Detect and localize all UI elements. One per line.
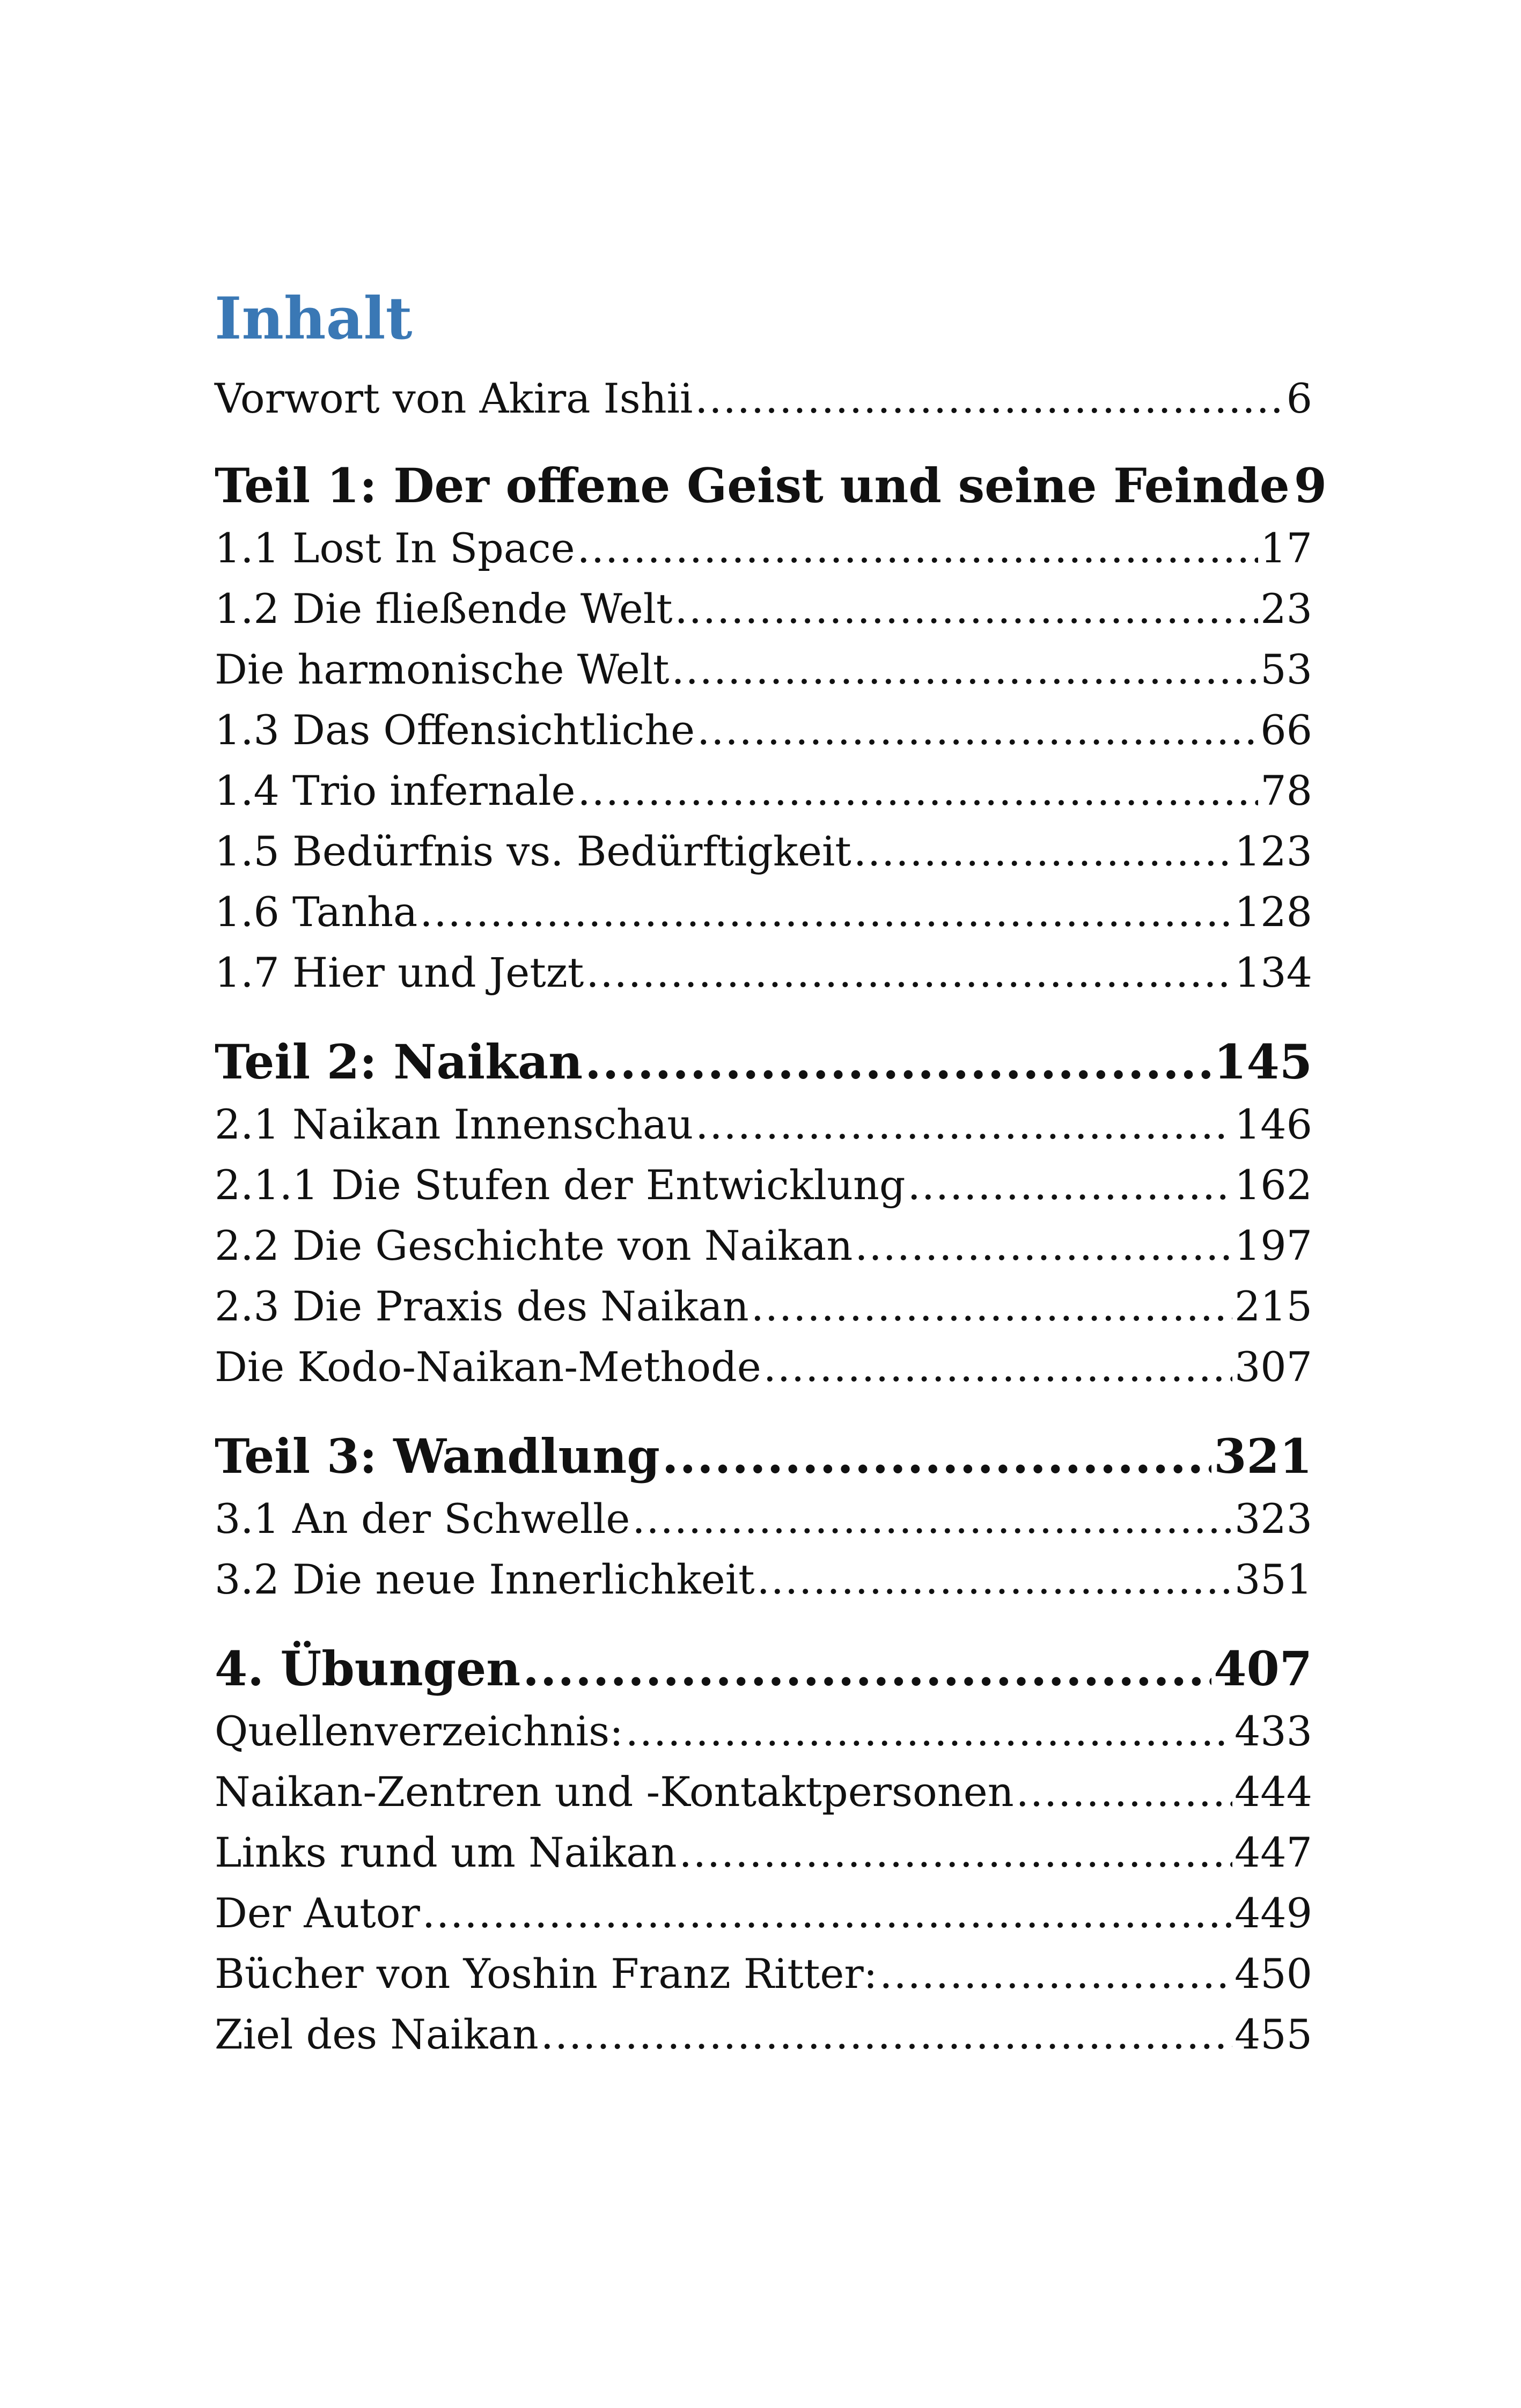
- toc-entry-page: 128: [1234, 888, 1312, 936]
- dot-leader: [541, 2004, 1232, 2065]
- toc-entry-label: Teil 2: Naikan: [215, 1034, 583, 1090]
- toc-entry-page: 407: [1214, 1641, 1312, 1697]
- dot-leader: [523, 1636, 1211, 1701]
- toc-entry-page: 447: [1234, 1829, 1312, 1876]
- toc-entry-page: 351: [1234, 1555, 1312, 1603]
- toc-entry-label: 2.1 Naikan Innenschau: [215, 1100, 694, 1148]
- toc-entry-label: Teil 3: Wandlung: [215, 1428, 660, 1484]
- toc-entry-page: 9: [1294, 458, 1327, 513]
- dot-leader: [879, 1943, 1232, 2004]
- toc-entry[interactable]: [215, 1215, 1312, 1276]
- toc-entry-page: 78: [1260, 767, 1312, 814]
- dot-leader: [671, 639, 1258, 700]
- toc-list: [215, 368, 1327, 2065]
- dot-leader: [757, 1549, 1232, 1610]
- table-of-contents: [215, 285, 1327, 2065]
- toc-entry-label: Vorwort von Akira Ishii: [215, 375, 693, 422]
- toc-entry[interactable]: [215, 760, 1312, 821]
- toc-entry-label: 1.2 Die fließende Welt: [215, 585, 673, 633]
- toc-entry[interactable]: [215, 1276, 1312, 1337]
- toc-entry-label: 2.3 Die Praxis des Naikan: [215, 1282, 749, 1330]
- toc-entry-label: Teil 1: Der offene Geist und seine Feinde: [215, 458, 1290, 513]
- dot-leader: [422, 1883, 1232, 1943]
- toc-entry-label: 1.5 Bedürfnis vs. Bedürftigkeit: [215, 827, 851, 875]
- toc-entry-label: Quellenverzeichnis:: [215, 1707, 623, 1755]
- toc-entry-page: 134: [1234, 949, 1312, 996]
- toc-entry-label: Links rund um Naikan: [215, 1829, 677, 1876]
- toc-entry-page: 215: [1234, 1282, 1312, 1330]
- toc-entry-page: 162: [1234, 1161, 1312, 1209]
- toc-entry[interactable]: [215, 1822, 1312, 1883]
- toc-entry-page: 449: [1234, 1889, 1312, 1937]
- toc-entry-label: 3.2 Die neue Innerlichkeit: [215, 1555, 755, 1603]
- dot-leader: [855, 1215, 1232, 1276]
- toc-entry-label: 1.7 Hier und Jetzt: [215, 949, 584, 996]
- toc-entry[interactable]: [215, 882, 1312, 942]
- toc-entry[interactable]: [215, 1701, 1312, 1761]
- toc-entry-page: 145: [1214, 1034, 1312, 1090]
- toc-entry[interactable]: [215, 1337, 1312, 1397]
- dot-leader: [662, 1424, 1211, 1488]
- toc-part-heading[interactable]: [215, 453, 1327, 518]
- toc-part-heading[interactable]: [215, 1424, 1312, 1488]
- dot-leader: [632, 1488, 1232, 1549]
- page-title: Inhalt: [215, 285, 413, 353]
- toc-entry-page: 53: [1260, 645, 1312, 693]
- toc-entry[interactable]: [215, 942, 1312, 1003]
- toc-entry[interactable]: [215, 821, 1312, 882]
- toc-entry-page: 455: [1234, 2010, 1312, 2058]
- toc-entry-label: Der Autor: [215, 1889, 420, 1937]
- dot-leader: [675, 578, 1259, 639]
- toc-entry[interactable]: [215, 1155, 1312, 1215]
- dot-leader: [695, 368, 1284, 429]
- toc-entry[interactable]: [215, 1488, 1312, 1549]
- toc-entry-label: 1.6 Tanha: [215, 888, 418, 936]
- toc-entry-label: 1.1 Lost In Space: [215, 524, 575, 572]
- dot-leader: [1016, 1761, 1232, 1822]
- toc-entry-page: 444: [1234, 1768, 1312, 1816]
- toc-entry-page: 321: [1214, 1428, 1312, 1484]
- toc-entry-label: 2.1.1 Die Stufen der Entwicklung: [215, 1161, 906, 1209]
- toc-entry[interactable]: [215, 1549, 1312, 1610]
- toc-entry[interactable]: [215, 1094, 1312, 1155]
- dot-leader: [626, 1701, 1232, 1761]
- toc-entry-label: 2.2 Die Geschichte von Naikan: [215, 1222, 853, 1269]
- toc-entry[interactable]: [215, 578, 1312, 639]
- toc-entry-label: Bücher von Yoshin Franz Ritter:: [215, 1950, 878, 1998]
- toc-entry-label: 1.3 Das Offensichtliche: [215, 706, 695, 754]
- toc-entry[interactable]: [215, 1883, 1312, 1943]
- dot-leader: [578, 760, 1259, 821]
- toc-entry-page: 197: [1234, 1222, 1312, 1269]
- toc-entry-page: 23: [1260, 585, 1312, 633]
- toc-entry-page: 6: [1286, 375, 1312, 422]
- dot-leader: [586, 942, 1232, 1003]
- dot-leader: [420, 882, 1232, 942]
- toc-entry-page: 307: [1234, 1343, 1312, 1391]
- dot-leader: [695, 1094, 1232, 1155]
- dot-leader: [577, 518, 1259, 578]
- toc-entry-label: Naikan-Zentren und -Kontaktpersonen: [215, 1768, 1014, 1816]
- dot-leader: [585, 1030, 1211, 1094]
- toc-entry[interactable]: [215, 1943, 1312, 2004]
- toc-entry-page: 433: [1234, 1707, 1312, 1755]
- toc-part-heading[interactable]: [215, 1030, 1312, 1094]
- toc-entry-page: 146: [1234, 1100, 1312, 1148]
- toc-entry-page: 66: [1260, 706, 1312, 754]
- toc-entry-label: 3.1 An der Schwelle: [215, 1495, 630, 1543]
- toc-entry[interactable]: [215, 518, 1312, 578]
- dot-leader: [697, 700, 1258, 760]
- dot-leader: [679, 1822, 1232, 1883]
- toc-entry-page: 17: [1260, 524, 1312, 572]
- toc-entry-page: 123: [1234, 827, 1312, 875]
- dot-leader: [854, 821, 1232, 882]
- dot-leader: [763, 1337, 1232, 1397]
- toc-entry-page: 323: [1234, 1495, 1312, 1543]
- toc-entry-label: Die Kodo-Naikan-Methode: [215, 1343, 761, 1391]
- toc-part-heading[interactable]: [215, 1636, 1312, 1701]
- toc-entry[interactable]: [215, 639, 1312, 700]
- toc-entry[interactable]: [215, 700, 1312, 760]
- toc-entry-label: 1.4 Trio infernale: [215, 767, 576, 814]
- toc-entry-label: 4. Übungen: [215, 1641, 521, 1697]
- toc-entry-label: Die harmonische Welt: [215, 645, 670, 693]
- toc-entry[interactable]: [215, 1761, 1312, 1822]
- dot-leader: [751, 1276, 1232, 1337]
- dot-leader: [908, 1155, 1232, 1215]
- toc-entry-label: Ziel des Naikan: [215, 2010, 539, 2058]
- toc-entry[interactable]: [215, 2004, 1312, 2065]
- toc-entry-page: 450: [1234, 1950, 1312, 1998]
- toc-entry[interactable]: [215, 368, 1312, 429]
